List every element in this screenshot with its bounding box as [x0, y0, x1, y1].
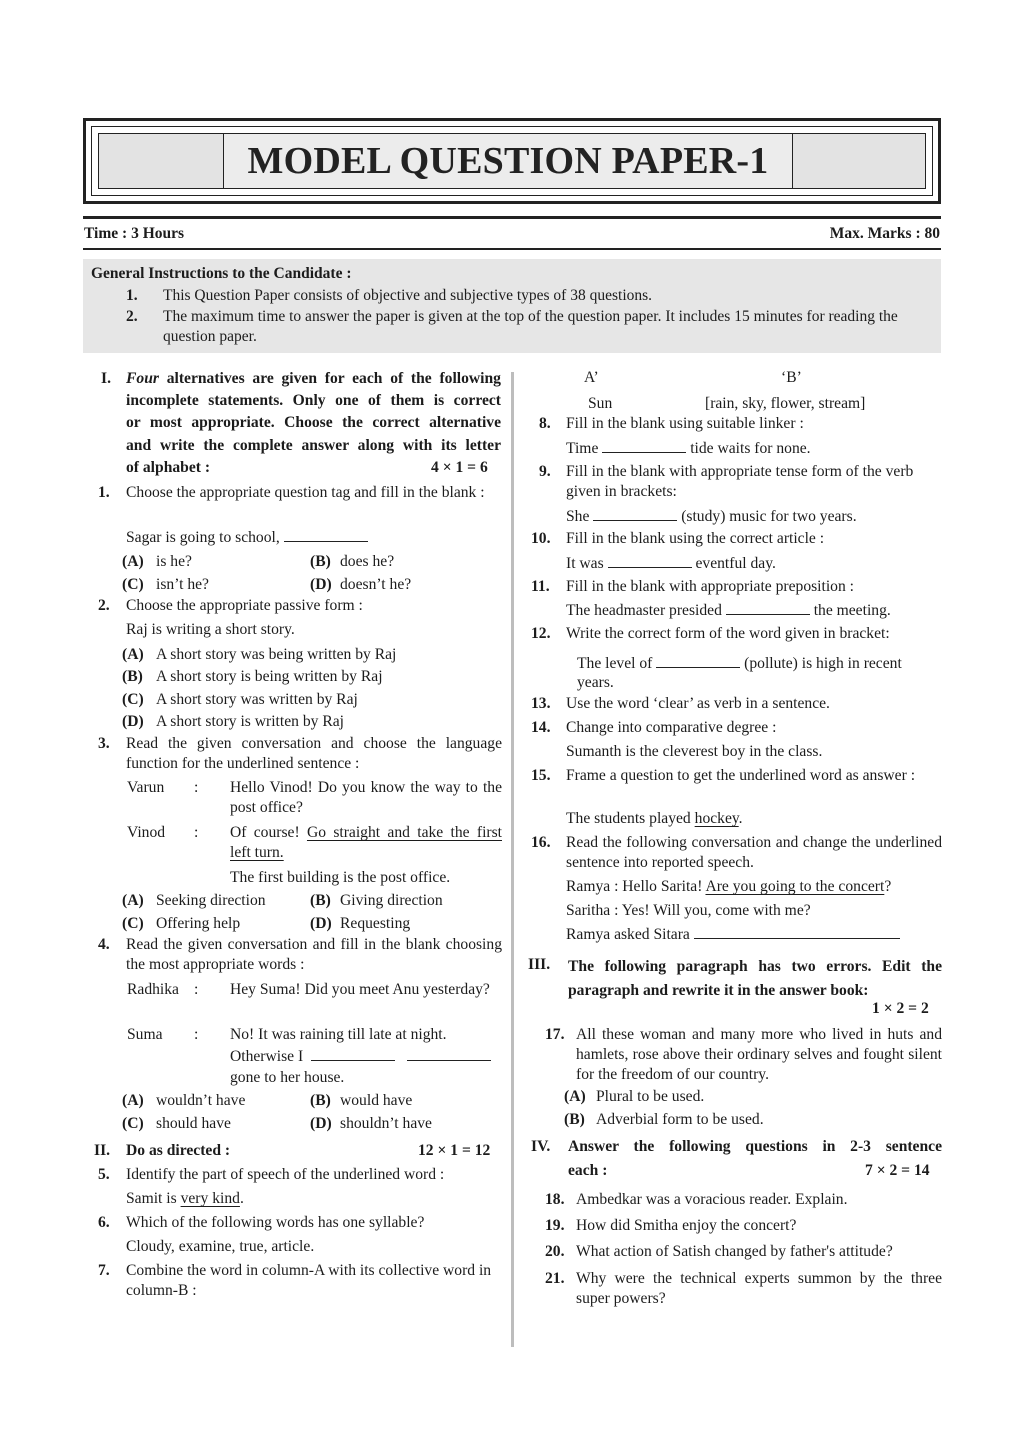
option-letter: (A)	[122, 892, 144, 909]
question-stem	[566, 809, 743, 829]
option-text: A short story is being written by Raj	[156, 668, 383, 685]
speaker-colon: :	[194, 779, 199, 796]
stem-text: .	[239, 1190, 244, 1207]
question-text: Use the word ‘clear’ as verb in a sentence.	[566, 695, 830, 712]
stem-text: Samit is	[126, 1190, 177, 1207]
option-text: A short story was written by Raj	[156, 691, 358, 708]
section-heading-line: and write the complete answer along with its letter	[126, 437, 501, 454]
line-text: Ramya : Hello Sarita!	[566, 878, 703, 895]
speaker-line: gone to her house.	[230, 1069, 345, 1086]
line-text: ?	[884, 878, 892, 895]
meta-rule	[83, 248, 941, 250]
max-marks-label: Max. Marks : 80	[829, 225, 940, 242]
section-heading: Do as directed :	[126, 1142, 231, 1159]
section-heading: each :	[568, 1162, 608, 1179]
line-text: Otherwise I	[230, 1048, 304, 1065]
question-text: Fill in the blank with appropriate preposition :	[566, 578, 855, 595]
stem-text: The headmaster presided	[566, 602, 722, 619]
stem-text: tide waits for none.	[690, 440, 811, 457]
option-text: Offering help	[156, 915, 241, 932]
answer-blank	[694, 924, 900, 939]
question-text: Fill in the blank with appropriate tense form of the verb given in brackets:	[566, 463, 914, 500]
option-text: A short story is written by Raj	[156, 713, 344, 730]
section-heading-line: or most appropriate. Choose the correct alternative	[126, 414, 501, 431]
question-number: 1.	[98, 484, 110, 501]
option-text: isn’t he?	[156, 576, 209, 593]
underlined-word: very kind	[180, 1190, 240, 1207]
question-text: How did Smitha enjoy the concert?	[576, 1217, 797, 1234]
question-stem	[577, 653, 902, 674]
answer-blank	[726, 600, 810, 615]
question-text: Fill in the blank using the correct article :	[566, 530, 825, 547]
section-marks: 4 × 1 = 6	[431, 459, 488, 476]
option-text: Requesting	[340, 915, 411, 932]
conversation-line: Saritha : Yes! Will you, come with me?	[566, 902, 811, 919]
option-letter: (D)	[122, 713, 144, 730]
section-heading-line: incomplete statements. Only one of them is correct	[126, 392, 501, 409]
speaker-line	[230, 1046, 491, 1067]
question-number: 13.	[531, 695, 551, 712]
option-letter: (B)	[310, 553, 331, 570]
column-divider	[511, 372, 514, 1347]
option-text: Plural to be used.	[596, 1088, 705, 1105]
question-number: 20.	[545, 1243, 565, 1260]
stem-text: Sagar is going to school,	[126, 529, 280, 546]
question-number: 16.	[531, 834, 551, 851]
question-number: 11.	[531, 578, 550, 595]
speaker-name: Vinod	[127, 824, 166, 841]
question-stem: Raj is writing a short story.	[126, 621, 295, 638]
section-marks: 7 × 2 = 14	[865, 1162, 930, 1179]
stem-text: (study) music for two years.	[681, 508, 857, 525]
section-number: I.	[101, 370, 111, 387]
column-b-choices: [rain, sky, flower, stream]	[705, 395, 866, 412]
conversation-line	[566, 924, 900, 945]
title-band	[98, 133, 926, 189]
column-a-header: A’	[584, 369, 599, 386]
question-number: 6.	[98, 1214, 110, 1231]
question-stem: Sumanth is the cleverest boy in the class.	[566, 743, 823, 760]
option-text: doesn’t he?	[340, 576, 412, 593]
option-letter: (A)	[122, 1092, 144, 1109]
speaker-line: The first building is the post office.	[230, 869, 451, 886]
speaker-colon: :	[194, 1026, 199, 1043]
stem-text: the meeting.	[813, 602, 891, 619]
option-text: wouldn’t have	[156, 1092, 246, 1109]
section-number: II.	[94, 1142, 111, 1159]
option-letter: (A)	[122, 646, 144, 663]
speaker-line: No! It was raining till late at night.	[230, 1026, 447, 1043]
option-letter: (B)	[122, 668, 143, 685]
question-text: Which of the following words has one syllable?	[126, 1214, 425, 1231]
section-marks: 1 × 2 = 2	[872, 1000, 929, 1017]
option-letter: (B)	[310, 892, 331, 909]
section-heading-line: of alphabet :	[126, 459, 211, 476]
section-heading-italic: Four	[126, 370, 159, 387]
question-number: 18.	[545, 1191, 565, 1208]
question-number: 8.	[539, 415, 551, 432]
stem-text: (pollute) is high in recent	[744, 655, 902, 672]
answer-blank	[311, 1046, 395, 1061]
question-stem: Cloudy, examine, true, article.	[126, 1238, 315, 1255]
option-letter: (B)	[564, 1111, 585, 1128]
title-box	[223, 134, 793, 188]
option-letter: (D)	[310, 1115, 332, 1132]
option-text: does he?	[340, 553, 395, 570]
question-number: 19.	[545, 1217, 565, 1234]
stem-text: .	[738, 810, 743, 827]
speaker-line: Hey Suma! Did you meet Anu yesterday?	[230, 981, 490, 998]
question-number: 7.	[98, 1262, 110, 1279]
time-label: Time : 3 Hours	[84, 225, 185, 242]
answer-blank	[407, 1046, 491, 1061]
answer-blank	[593, 506, 677, 521]
speaker-colon: :	[194, 824, 199, 841]
stem-text: The level of	[577, 655, 653, 672]
section-heading-text: alternatives are given for each of the following	[166, 370, 501, 387]
question-text: Ambedkar was a voracious reader. Explain.	[576, 1191, 848, 1208]
question-text: Fill in the blank using suitable linker :	[566, 415, 804, 432]
question-stem	[566, 438, 811, 459]
option-letter: (A)	[122, 553, 144, 570]
question-stem: years.	[577, 674, 614, 691]
section-number: III.	[528, 956, 551, 973]
answer-blank	[608, 553, 692, 568]
instruction-number: 1.	[126, 287, 138, 304]
option-text: shouldn’t have	[340, 1115, 432, 1132]
stem-text: The students played	[566, 810, 691, 827]
option-letter: (D)	[310, 576, 332, 593]
option-text: Giving direction	[340, 892, 443, 909]
option-letter: (C)	[122, 915, 144, 932]
answer-blank	[656, 653, 740, 668]
speaker-name: Varun	[127, 779, 165, 796]
stem-text: Time	[566, 440, 599, 457]
stem-text: She	[566, 508, 590, 525]
question-text: Combine the word in column-A with its collective word in column-B :	[126, 1262, 492, 1299]
question-text: Identify the part of speech of the underlined word :	[126, 1166, 445, 1183]
speaker-line	[230, 823, 502, 863]
section-heading-line	[126, 369, 501, 389]
speaker-colon: :	[194, 981, 199, 998]
top-rule	[83, 216, 941, 219]
question-number: 12.	[531, 625, 551, 642]
section-number: IV.	[531, 1138, 551, 1155]
question-number: 5.	[98, 1166, 110, 1183]
question-text: Choose the appropriate question tag and fill in the blank :	[126, 484, 485, 501]
instruction-number: 2.	[126, 308, 138, 325]
title-frame	[83, 118, 941, 204]
stem-text: It was	[566, 555, 604, 572]
question-number: 4.	[98, 936, 110, 953]
option-letter: (A)	[564, 1088, 586, 1105]
question-text: Frame a question to get the underlined word as answer :	[566, 767, 916, 784]
instructions-title: General Instructions to the Candidate :	[91, 265, 352, 282]
stem-text: eventful day.	[695, 555, 776, 572]
option-letter: (B)	[310, 1092, 331, 1109]
question-text: Read the given conversation and choose the language function for the underlined sentence :	[126, 735, 502, 772]
column-b-header: ‘B’	[781, 369, 802, 386]
underlined-sentence: Are you going to the concert	[705, 878, 885, 895]
option-letter: (C)	[122, 691, 144, 708]
option-text: should have	[156, 1115, 231, 1132]
option-letter: (C)	[122, 576, 144, 593]
meta-row	[84, 225, 940, 243]
question-stem	[566, 553, 776, 574]
question-text: Why were the technical experts summon by the three super powers?	[576, 1270, 942, 1307]
question-stem	[126, 527, 368, 548]
question-text: Change into comparative degree :	[566, 719, 777, 736]
section-heading: Answer the following questions in 2-3 sentence	[568, 1138, 942, 1155]
question-text: Read the given conversation and fill in the blank choosing the most appropriate words :	[126, 936, 502, 973]
conversation-line	[566, 877, 891, 897]
paragraph-text: All these woman and many more who lived in huts and hamlets, rose above their ordinary selves and fought silent for the freedom of our country.	[576, 1026, 942, 1083]
column-a-word: Sun	[588, 395, 613, 412]
question-number: 2.	[98, 597, 110, 614]
section-heading: The following paragraph has two errors. Edit the paragraph and rewrite it in the answer book:	[568, 958, 942, 999]
speaker-name: Radhika	[127, 981, 179, 998]
instruction-text: This Question Paper consists of objective and subjective types of 38 questions.	[163, 287, 653, 304]
section-marks: 12 × 1 = 12	[418, 1142, 491, 1159]
question-number: 3.	[98, 735, 110, 752]
question-text: Write the correct form of the word given in bracket:	[566, 625, 890, 642]
speaker-name: Suma	[127, 1026, 163, 1043]
question-number: 9.	[539, 463, 551, 480]
question-number: 10.	[531, 530, 551, 547]
question-text: Choose the appropriate passive form :	[126, 597, 363, 614]
option-letter: (C)	[122, 1115, 144, 1132]
question-text: What action of Satish changed by father's attitude?	[576, 1243, 893, 1260]
title-inner-frame	[91, 126, 933, 196]
option-text: Seeking direction	[156, 892, 266, 909]
speaker-line: Hello Vinod! Do you know the way to the post office?	[230, 779, 502, 816]
question-number: 17.	[545, 1026, 565, 1043]
instructions-box	[83, 259, 941, 353]
instruction-text: The maximum time to answer the paper is given at the top of the question paper. It includes 15 minutes for reading the question paper.	[163, 308, 898, 345]
page-title: MODEL QUESTION PAPER-1	[247, 140, 769, 182]
line-text: Of course!	[230, 824, 300, 841]
question-number: 14.	[531, 719, 551, 736]
option-text: would have	[340, 1092, 413, 1109]
underlined-sentence: Go straight and take the first left turn.	[230, 824, 502, 861]
underlined-word: hockey	[694, 810, 739, 827]
question-stem	[126, 1189, 244, 1209]
question-text: Read the following conversation and change the underlined sentence into reported speech.	[566, 834, 942, 871]
option-text: Adverbial form to be used.	[596, 1111, 764, 1128]
question-stem	[566, 600, 891, 621]
question-number: 15.	[531, 767, 551, 784]
option-text: is he?	[156, 553, 192, 570]
answer-blank	[284, 527, 368, 542]
line-text: Ramya asked Sitara	[566, 926, 690, 943]
answer-blank	[602, 438, 686, 453]
option-letter: (D)	[310, 915, 332, 932]
option-text: A short story was being written by Raj	[156, 646, 397, 663]
question-number: 21.	[545, 1270, 565, 1287]
question-stem	[566, 506, 857, 527]
